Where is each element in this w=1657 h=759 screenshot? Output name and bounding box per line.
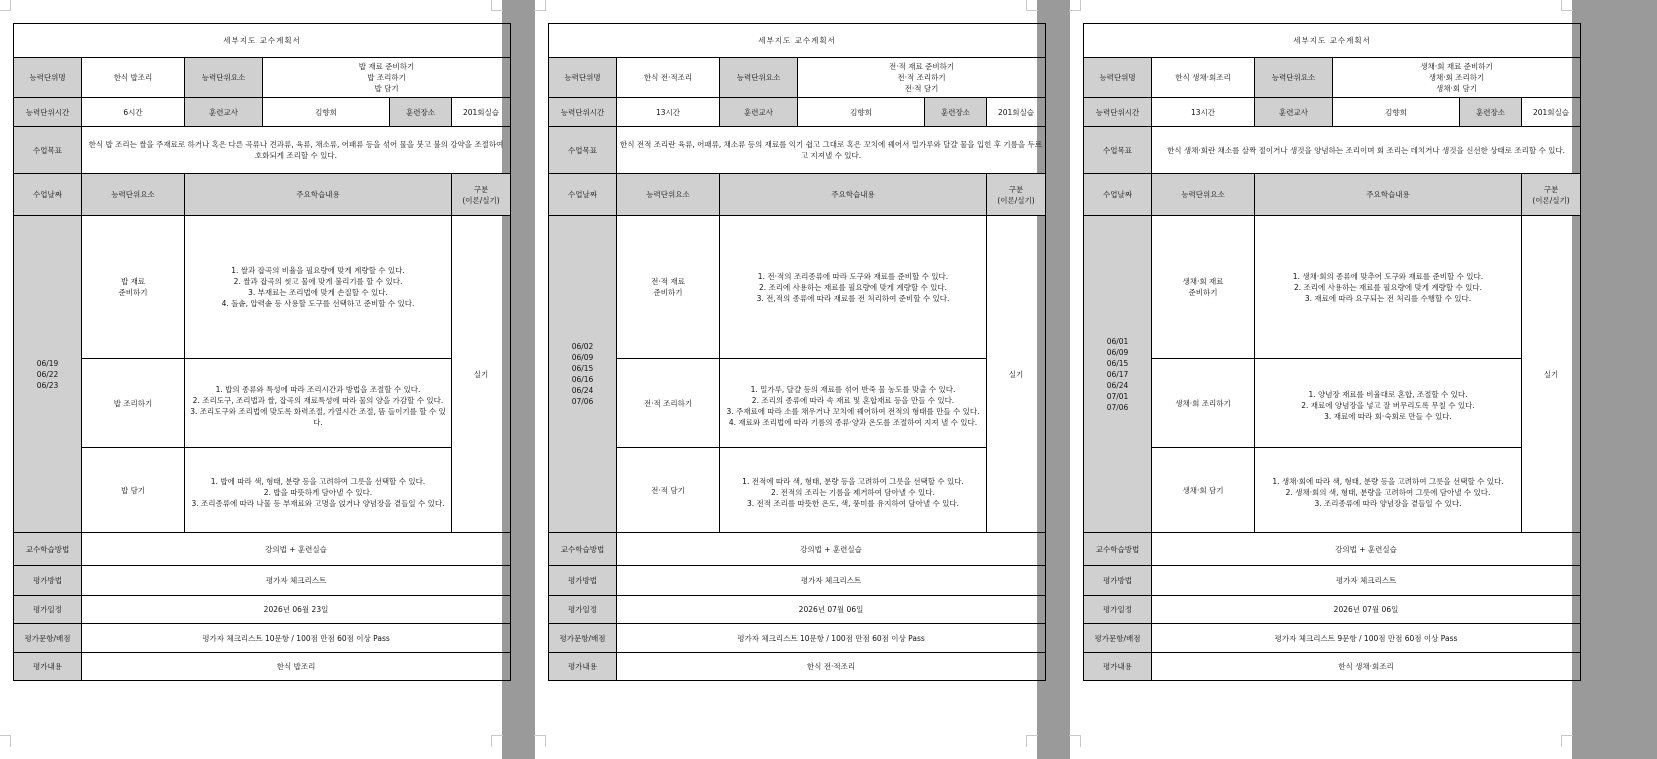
class-date: 06/16 [571, 375, 594, 384]
row-content [185, 359, 452, 448]
row-element [82, 448, 185, 533]
place-value: 201회실습 [987, 98, 1046, 127]
row-content [720, 216, 987, 359]
learning-items [1258, 476, 1518, 509]
eval-method-label: 평가방법 [1084, 566, 1152, 596]
row-element-text: 밥 조리하기 [113, 398, 153, 408]
eval-date-value: 2026년 07월 06일 [1152, 596, 1581, 624]
eval-method-value: 평가자 체크리스트 [82, 566, 511, 596]
eval-criteria-label: 평가문항/배점 [14, 624, 82, 653]
goal-text: 한식 밥 조리는 쌀을 주재료로 하거나 혹은 다른 곡류나 견과류, 육류, 채소류, 어패류 등을 섞어 물을 붓고 불의 강약을 조절하여 호화되게 조리할 수 있다. [82, 127, 511, 174]
learning-item: 1. 생채·회의 종류에 맞추어 도구와 재료를 준비할 수 있다. [1292, 271, 1484, 281]
goal-label: 수업목표 [1084, 127, 1152, 174]
eval-date-label: 평가일정 [1084, 596, 1152, 624]
learning-item: 1. 전적에 따라 색, 형태, 분량 등을 고려하여 그릇을 선택할 수 있다. [742, 477, 964, 486]
hours-label: 능력단위시간 [1084, 98, 1152, 127]
row-element-text: 전·적 담기 [651, 485, 685, 495]
content-col-header: 주요학습내용 [720, 174, 987, 216]
element-item: 밥 재료 준비하기 [358, 62, 415, 71]
unit-name-value: 한식 생채·회조리 [1152, 58, 1255, 98]
learning-item: 3. 재료에 따라 회·숙회로 만들 수 있다. [1324, 412, 1452, 421]
page-corner-mark [1069, 0, 1081, 11]
learning-items [1258, 271, 1518, 304]
learning-items [1258, 389, 1518, 422]
eval-date-value: 2026년 07월 06일 [617, 596, 1046, 624]
element-item: 전·적 조리하기 [897, 73, 946, 82]
hours-label: 능력단위시간 [14, 98, 82, 127]
elements-list [1333, 58, 1581, 98]
type-col-header: 구분 (이론/실기) [452, 174, 511, 216]
goal-text: 한식 생채·회란 채소를 살짝 절이거나 생것을 양념하는 조리이며 회 조리는 데치거나 생것을 신선한 상태로 조리할 수 있다. [1152, 127, 1581, 174]
learning-item: 1. 전·적의 조리종류에 따라 도구와 재료를 준비할 수 있다. [757, 271, 949, 281]
eval-content-value: 한식 전·적조리 [617, 653, 1046, 681]
element-item: 전·적 재료 준비하기 [888, 62, 955, 71]
page-corner-mark [491, 735, 503, 747]
learning-item: 2. 조리도구, 조리법과 쌀, 잡곡의 재료특성에 따라 물의 양을 가감할 수 있다. [192, 395, 444, 405]
method-label: 교수학습방법 [14, 533, 82, 566]
row-element-text: 생채·회 조리하기 [1175, 398, 1231, 408]
class-date: 07/06 [571, 397, 594, 406]
row-element-text: 준비하기 [1188, 288, 1218, 297]
learning-item: 2. 전적의 조리는 기름을 제거하여 담아낼 수 있다. [771, 488, 935, 497]
learning-item: 1. 밥의 종류와 특성에 따라 조리시간과 방법을 조절할 수 있다. [215, 384, 421, 394]
element-label: 능력단위요소 [1255, 58, 1333, 98]
goal-text: 한식 전적 조리란 육류, 어패류, 채소류 등의 재료를 익기 쉽고 그대로 혹은 꼬치에 꿰어서 밀가루와 달걀 물을 입힌 후 기름을 두르고 지져낼 수 있다. [617, 127, 1046, 174]
class-dates [549, 216, 617, 533]
unit-name-value: 한식 전·적조리 [617, 58, 720, 98]
element-col-header: 능력단위요소 [1152, 174, 1255, 216]
document-page [1070, 0, 1572, 759]
unit-name-label: 능력단위명 [14, 58, 82, 98]
elements-list [263, 58, 511, 98]
learning-items [188, 265, 448, 309]
learning-item: 2. 조리의 종류에 따라 속 재료 및 혼합재료 등을 만들 수 있다. [751, 395, 955, 405]
eval-date-value: 2026년 06월 23일 [82, 596, 511, 624]
row-element-text: 준비하기 [653, 288, 683, 297]
row-content [185, 216, 452, 359]
class-date: 06/15 [1106, 358, 1129, 368]
date-col-header: 수업날짜 [14, 174, 82, 216]
element-item: 생채·회 담기 [1436, 84, 1478, 93]
place-label: 훈련장소 [1460, 98, 1522, 127]
method-value: 강의법 + 훈련실습 [82, 533, 511, 566]
lesson-plan-table [1083, 23, 1581, 681]
row-element-text: 생채·회 재료 [1182, 277, 1224, 286]
unit-name-label: 능력단위명 [1084, 58, 1152, 98]
place-value: 201회실습 [452, 98, 511, 127]
learning-item: 3. 조리도구와 조리법에 맞도록 화력조절, 가열시간 조절, 뜸 들이기를 할 수 있다. [190, 406, 446, 427]
document-page [535, 0, 1042, 759]
teacher-value: 김향희 [798, 98, 925, 127]
element-item: 생채·회 재료 준비하기 [1420, 62, 1493, 71]
place-value: 201회실습 [1522, 98, 1581, 127]
class-dates [1084, 216, 1152, 533]
row-content [1255, 216, 1522, 359]
element-item: 밥 담기 [374, 84, 399, 93]
type-col-header: 구분 (이론/실기) [987, 174, 1046, 216]
teacher-value: 김향희 [263, 98, 390, 127]
method-value: 강의법 + 훈련실습 [1152, 533, 1581, 566]
page-corner-mark [491, 0, 503, 11]
class-date: 07/06 [1106, 402, 1129, 412]
page-corner-mark [1561, 735, 1573, 747]
page-title: 세부지도 교수계획서 [14, 24, 511, 58]
lesson-plan-table [13, 23, 511, 681]
row-element-text: 전·적 재료 [651, 277, 685, 286]
element-item: 생채·회 조리하기 [1428, 73, 1485, 82]
content-col-header: 주요학습내용 [185, 174, 452, 216]
type-value: 실기 [987, 216, 1046, 533]
row-element-text: 밥 담기 [120, 485, 146, 495]
type-value: 실기 [1522, 216, 1581, 533]
eval-criteria-value: 평가자 체크리스트 10문항 / 100점 만점 60점 이상 Pass [617, 624, 1046, 653]
eval-method-label: 평가방법 [14, 566, 82, 596]
learning-items [723, 384, 983, 428]
row-element [617, 216, 720, 359]
teacher-label: 훈련교사 [185, 98, 263, 127]
page-corner-mark [0, 0, 11, 11]
row-content [1255, 359, 1522, 448]
page-corner-mark [534, 735, 546, 747]
learning-item: 2. 조리에 사용하는 재료를 필요량에 맞게 계량할 수 있다. [1293, 282, 1482, 292]
row-element [1152, 216, 1255, 359]
date-col-header: 수업날짜 [1084, 174, 1152, 216]
eval-content-label: 평가내용 [14, 653, 82, 681]
learning-item: 3. 재료에 따라 요구되는 전 처리를 수행할 수 있다. [1304, 293, 1472, 303]
page-corner-mark [1561, 0, 1573, 11]
row-content [720, 359, 987, 448]
hours-label: 능력단위시간 [549, 98, 617, 127]
learning-item: 1. 쌀과 잡곡의 비율을 필요량에 맞게 계량할 수 있다. [231, 266, 405, 275]
row-element [82, 359, 185, 448]
row-element [1152, 359, 1255, 448]
class-date: 06/17 [1106, 369, 1129, 379]
eval-date-label: 평가일정 [549, 596, 617, 624]
eval-criteria-label: 평가문항/배점 [1084, 624, 1152, 653]
class-date: 06/23 [36, 380, 59, 390]
class-date: 07/01 [1106, 391, 1129, 401]
learning-item: 2. 밥을 따뜻하게 담아낼 수 있다. [263, 488, 373, 497]
hours-value: 13시간 [1152, 98, 1255, 127]
element-col-header: 능력단위요소 [82, 174, 185, 216]
eval-content-value: 한식 생채·회조리 [1152, 653, 1581, 681]
date-col-header: 수업날짜 [549, 174, 617, 216]
learning-items [188, 476, 448, 509]
row-element-text: 준비하기 [118, 288, 148, 297]
document-page [0, 0, 502, 759]
eval-content-label: 평가내용 [549, 653, 617, 681]
type-value: 실기 [452, 216, 511, 533]
learning-item: 1. 양념장 재료를 비율대로 혼합, 조절할 수 있다. [1308, 390, 1468, 399]
content-col-header: 주요학습내용 [1255, 174, 1522, 216]
learning-item: 3. 부재료는 조리법에 맞게 손질할 수 있다. [248, 288, 388, 297]
learning-item: 1. 생채·회에 따라 색, 형태, 분량 등을 고려하여 그릇을 선택할 수 있다. [1272, 477, 1504, 486]
class-date: 06/01 [1106, 336, 1129, 346]
eval-criteria-label: 평가문항/배점 [549, 624, 617, 653]
learning-item: 1. 밀가루, 달걀 등의 재료를 섞어 반죽 물 농도를 맞출 수 있다. [750, 384, 956, 394]
learning-item: 3. 전,적의 종류에 따라 재료를 전 처리하여 준비할 수 있다. [756, 293, 950, 303]
class-date: 06/02 [571, 342, 594, 351]
learning-item: 4. 돌솥, 압력솥 등 사용할 도구를 선택하고 준비할 수 있다. [221, 299, 415, 308]
row-element [82, 216, 185, 359]
learning-item: 3. 조리종류에 따라 양념장을 곁들일 수 있다. [1314, 499, 1462, 508]
row-element [617, 359, 720, 448]
class-date: 06/22 [36, 369, 59, 379]
teacher-value: 김향희 [1333, 98, 1460, 127]
teacher-label: 훈련교사 [1255, 98, 1333, 127]
unit-name-value: 한식 밥조리 [82, 58, 185, 98]
eval-criteria-value: 평가자 체크리스트 10문항 / 100점 만점 60점 이상 Pass [82, 624, 511, 653]
elements-list [798, 58, 1046, 98]
teacher-label: 훈련교사 [720, 98, 798, 127]
learning-item: 2. 쌀과 잡곡의 씻고 물에 맞게 불리기를 할 수 있다. [233, 277, 403, 286]
goal-label: 수업목표 [549, 127, 617, 174]
page-corner-mark [0, 735, 11, 747]
eval-method-value: 평가자 체크리스트 [617, 566, 1046, 596]
learning-item: 4. 재료와 조리법에 따라 기름의 종류·양과 온도를 조절하여 지져 낼 수 있다. [728, 417, 978, 427]
eval-content-value: 한식 밥조리 [82, 653, 511, 681]
eval-criteria-value: 평가자 체크리스트 9문항 / 100점 만점 60점 이상 Pass [1152, 624, 1581, 653]
hours-value: 13시간 [617, 98, 720, 127]
learning-items [723, 271, 983, 304]
eval-content-label: 평가내용 [1084, 653, 1152, 681]
hours-value: 6시간 [82, 98, 185, 127]
eval-method-value: 평가자 체크리스트 [1152, 566, 1581, 596]
class-dates [14, 216, 82, 533]
learning-item: 2. 생채·회의 색, 형태, 분량을 고려하여 그릇에 담아낼 수 있다. [1285, 488, 1491, 497]
row-element [617, 448, 720, 533]
method-value: 강의법 + 훈련실습 [617, 533, 1046, 566]
page-corner-mark [1026, 735, 1038, 747]
row-content [185, 448, 452, 533]
page-corner-mark [1026, 0, 1038, 11]
element-item: 밥 조리하기 [367, 73, 406, 82]
class-date: 06/19 [36, 358, 59, 368]
learning-item: 3. 주재료에 따라 소를 채우거나 꼬치에 꿰어하여 전적의 형태를 만들 수 있다. [726, 406, 980, 416]
goal-label: 수업목표 [14, 127, 82, 174]
class-date: 06/15 [571, 364, 594, 373]
class-date: 06/09 [571, 353, 594, 362]
learning-items [188, 384, 448, 428]
type-col-header: 구분 (이론/실기) [1522, 174, 1581, 216]
lesson-plan-table [548, 23, 1046, 681]
row-element-text: 생채·회 담기 [1182, 485, 1224, 495]
learning-item: 3. 조리종류에 따라 나물 등 부재료와 고명을 얹거나 양념장을 곁들일 수 있다. [191, 499, 445, 508]
class-date: 06/09 [1106, 347, 1129, 357]
element-item: 전·적 담기 [904, 84, 939, 93]
class-date: 06/24 [1106, 380, 1129, 390]
learning-items [723, 476, 983, 509]
learning-item: 2. 재료에 양념장을 넣고 잘 버무리도록 무칠 수 있다. [1301, 401, 1475, 410]
place-label: 훈련장소 [390, 98, 452, 127]
element-col-header: 능력단위요소 [617, 174, 720, 216]
row-content [720, 448, 987, 533]
page-title: 세부지도 교수계획서 [549, 24, 1046, 58]
learning-item: 3. 전적 조리를 따뜻한 온도, 색, 풍미를 유지하여 담아낼 수 있다. [746, 499, 960, 508]
row-element [1152, 448, 1255, 533]
eval-method-label: 평가방법 [549, 566, 617, 596]
row-content [1255, 448, 1522, 533]
row-element-text: 밥 재료 [120, 277, 146, 286]
eval-date-label: 평가일정 [14, 596, 82, 624]
page-corner-mark [534, 0, 546, 11]
learning-item: 1. 밥에 따라 색, 형태, 분량 등을 고려하여 그릇을 선택할 수 있다. [210, 477, 426, 486]
class-date: 06/24 [571, 386, 594, 395]
learning-item: 2. 조리에 사용하는 재료를 필요량에 맞게 계량할 수 있다. [758, 282, 947, 292]
page-corner-mark [1069, 735, 1081, 747]
method-label: 교수학습방법 [1084, 533, 1152, 566]
element-label: 능력단위요소 [720, 58, 798, 98]
row-element-text: 전·적 조리하기 [643, 398, 693, 408]
page-title: 세부지도 교수계획서 [1084, 24, 1581, 58]
place-label: 훈련장소 [925, 98, 987, 127]
element-label: 능력단위요소 [185, 58, 263, 98]
unit-name-label: 능력단위명 [549, 58, 617, 98]
method-label: 교수학습방법 [549, 533, 617, 566]
